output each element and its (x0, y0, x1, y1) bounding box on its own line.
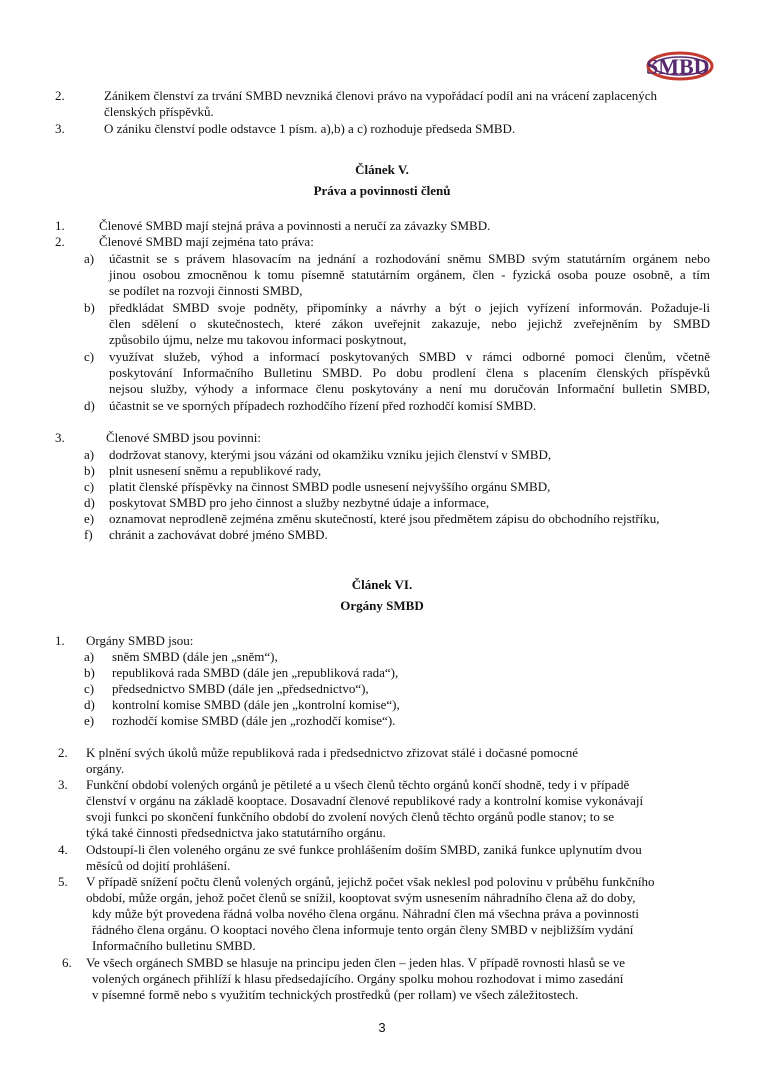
paragraph-number: 2. (58, 745, 68, 760)
paragraph-number: 1. (55, 218, 65, 233)
paragraph-number: 3. (55, 430, 65, 445)
paragraph-number: 4. (58, 842, 68, 857)
list-text: rozhodčí komise SMBD (dále jen „rozhodčí komise“). (112, 713, 396, 728)
list-text: plnit usnesení sněmu a republikové rady, (109, 463, 322, 478)
article-6-title: Orgány SMBD (340, 598, 424, 613)
list-letter: e) (84, 713, 95, 728)
paragraph-number: 2. (55, 234, 65, 249)
list-letter: d) (84, 398, 95, 413)
list-text: oznamovat neprodleně zejména změnu skutečností, které jsou předmětem zápisu do obchodního rejstříku, (109, 511, 660, 526)
paragraph-line: Odstoupí-li člen voleného orgánu ze své funkce prohlášením doším SMBD, zaniká funkce uplynutím dvou (86, 842, 642, 857)
list-letter: c) (84, 479, 95, 494)
paragraph-line: týká také činnosti předsednictva jako statutárního orgánu. (86, 825, 386, 840)
item-text-line: členských příspěvků. (104, 104, 214, 119)
paragraph-line: V případě snížení počtu členů volených orgánů, jejichž počet však neklesl pod polovinu v průběhu funkčního (86, 874, 655, 889)
list-letter: f) (84, 527, 93, 542)
list-text-line: člen sdělení o skutečnostech, které zákon uveřejnit zakazuje, nebo jejichž zveřejněním by SMBD (109, 316, 710, 331)
paragraph-number: 3. (58, 777, 68, 792)
article-6-heading: Článek VI. (351, 577, 413, 592)
paragraph-line: svoji funkci po skončení funkčního období do zvolení nových členů těchto orgánů podle stanov; to se (86, 809, 614, 824)
list-letter: d) (84, 697, 95, 712)
paragraph-line: orgány. (86, 761, 125, 776)
paragraph-line: řádného člena orgánu. O kooptaci nového člena informuje tento orgán členy SMBD v nejbližším vydání (92, 922, 634, 937)
list-letter: b) (84, 665, 95, 680)
paragraph-text: Členové SMBD mají zejména tato práva: (99, 234, 314, 249)
paragraph-number: 6. (62, 955, 72, 970)
page-number: 3 (378, 1020, 386, 1035)
paragraph-text: Členové SMBD mají stejná práva a povinnosti a neručí za závazky SMBD. (99, 218, 491, 233)
paragraph-number: 5. (58, 874, 68, 889)
list-text-line: způsobilo újmu, nelze mu takovou informaci poskytnout, (109, 332, 407, 347)
paragraph-line: Informačního bulletinu SMBD. (92, 938, 256, 953)
list-text-line: jinou osobou zmocněnou k tomu písemně statutárním orgánem, člen - fyzická osoba pouze osobně, a tím (109, 267, 710, 282)
list-text: poskytovat SMBD pro jeho činnost a služby nezbytné údaje a informace, (109, 495, 490, 510)
list-text: republiková rada SMBD (dále jen „republiková rada“), (112, 665, 399, 680)
paragraph-text: Členové SMBD jsou povinni: (106, 430, 261, 445)
list-text-line: účastnit se s právem hlasovacím na jednání a rozhodování sněmu SMBD svým statutárním orgánem nebo (109, 251, 710, 266)
paragraph-line: K plnění svých úkolů může republiková rada i předsednictvo zřizovat stálé i dočasné pomocné (86, 745, 579, 760)
list-text: platit členské příspěvky na činnost SMBD podle usnesení nejvyššího orgánu SMBD, (109, 479, 551, 494)
paragraph-line: Funkční období volených orgánů je pětileté a u všech členů těchto orgánů končí shodně, tedy i v případě (86, 777, 630, 792)
list-letter: a) (84, 649, 95, 664)
item-number: 3. (55, 121, 65, 136)
paragraph-number: 1. (55, 633, 65, 648)
paragraph-line: období, může orgán, jehož počet členů se snížil, kooptovat svým usnesením náhradního člena až do doby, (86, 890, 636, 905)
list-letter: a) (84, 251, 95, 266)
list-text-line: se podílet na rozvoji činnosti SMBD, (109, 283, 303, 298)
article-5-heading: Článek V. (355, 162, 409, 177)
paragraph-line: kdy může být provedena řádná volba nového člena orgánu. Náhradní člen má všechna práva a povinnosti (92, 906, 640, 921)
item-text-line: Zánikem členství za trvání SMBD nevzniká členovi právo na vypořádací podíl ani na vrácení zaplacených (104, 88, 658, 103)
list-text-line: účastnit se ve sporných případech rozhodčího řízení před rozhodčí komisí SMBD. (109, 398, 537, 413)
paragraph-line: členství v orgánu na základě kooptace. Dosavadní členové republikové rady a kontrolní komise vykonávají (86, 793, 644, 808)
list-text: dodržovat stanovy, kterými jsou vázáni od okamžiku vzniku jejich členství v SMBD, (109, 447, 552, 462)
list-text: kontrolní komise SMBD (dále jen „kontrolní komise“), (112, 697, 400, 712)
list-text-line: poskytování Informačního Bulletinu SMBD. Po dobu prodlení člena s placením členských příspěvků (109, 365, 710, 380)
list-text-line: předkládat SMBD svoje podněty, připomínky a návrhy a být o jejich vyřízení informován. Požaduje-li (109, 300, 710, 315)
list-letter: c) (84, 681, 95, 696)
list-text-line: nejsou služby, výhody a informace členu poskytovány a není mu doručován Informační bulletin SMBD, (109, 381, 710, 396)
list-letter: b) (84, 463, 95, 478)
logo-text: SMBD (646, 54, 710, 79)
list-text: sněm SMBD (dále jen „sněm“), (112, 649, 278, 664)
list-letter: b) (84, 300, 95, 315)
list-text-line: využívat služeb, výhod a informací poskytovaných SMBD v rámci odborné pomoci členům, včetně (109, 349, 710, 364)
paragraph-line: měsíců od dojití prohlášení. (86, 858, 231, 873)
list-letter: e) (84, 511, 95, 526)
list-letter: d) (84, 495, 95, 510)
paragraph-text: Orgány SMBD jsou: (86, 633, 194, 648)
paragraph-line: Ve všech orgánech SMBD se hlasuje na principu jeden člen – jeden hlas. V případě rovnosti hlasů se ve (86, 955, 626, 970)
article-5-title: Práva a povinnosti členů (313, 183, 451, 198)
list-text: předsednictvo SMBD (dále jen „předsednictvo“), (112, 681, 369, 696)
paragraph-line: volených orgánech přihlíží k hlasu předsedajícího. Orgány spolku mohou rozhodovat i mimo zasedání (92, 971, 624, 986)
item-text-line: O zániku členství podle odstavce 1 písm. a),b) a c) rozhoduje předseda SMBD. (104, 121, 516, 136)
list-letter: c) (84, 349, 95, 364)
list-letter: a) (84, 447, 95, 462)
list-text: chránit a zachovávat dobré jméno SMBD. (109, 527, 328, 542)
item-number: 2. (55, 88, 65, 103)
paragraph-line: v písemné formě nebo s využitím technických prostředků (per rollam) ve všech záležitostech. (92, 987, 579, 1002)
